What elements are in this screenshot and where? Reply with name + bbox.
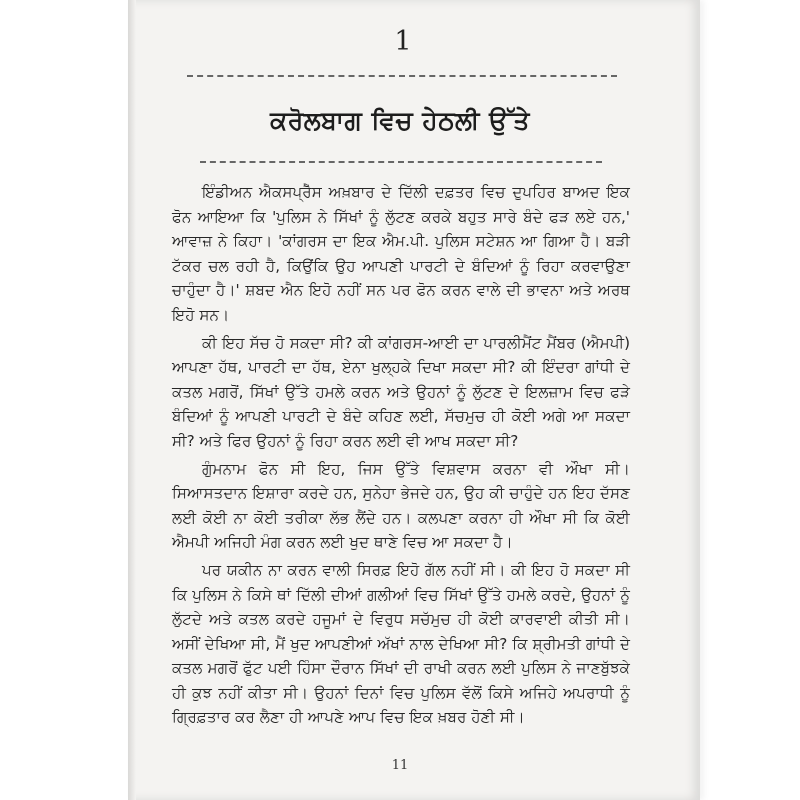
page-number: 11 [391, 758, 409, 773]
paragraph-2: ਕੀ ਇਹ ਸੱਚ ਹੋ ਸਕਦਾ ਸੀ? ਕੀ ਕਾਂਗਰਸ-ਆਈ ਦਾ ਪਾਰਲੀਮੈਂਟ ਮੈਂਬਰ (ਐਮਪੀ) ਆਪਣਾ ਹੱਥ, ਪਾਰਟੀ ਦਾ ਹੱਥ, ਏਨਾ ਖੁਲ੍ਹਕੇ ਦਿਖਾ ਸਕਦਾ ਸੀ? ਕੀ ਇੰਦਰਾ ਗਾਂਧੀ ਦੇ ਕਤਲ ਮਗਰੋਂ, ਸਿੱਖਾਂ ਉੱਤੇ ਹਮਲੇ ਕਰਨ ਅਤੇ ਉਹਨਾਂ ਨੂੰ ਲੁੱਟਣ ਦੇ ਇਲਜ਼ਾਮ ਵਿਚ ਫੜੇ ਬੰਦਿਆਂ ਨੂੰ ਆਪਣੀ ਪਾਰਟੀ ਦੇ ਬੰਦੇ ਕਹਿਣ ਲਈ, ਸੱਚਮੁਚ ਹੀ ਕੋਈ ਅਗੇ ਆ ਸਕਦਾ ਸੀ? ਅਤੇ ਫਿਰ ਉਹਨਾਂ ਨੂੰ ਰਿਹਾ ਕਰਨ ਲਈ ਵੀ ਆਖ ਸਕਦਾ ਸੀ? [172, 333, 630, 450]
top-dashed-rule [187, 75, 617, 77]
chapter-title: ਕਰੋਲਬਾਗ ਵਿਚ ਹੇਠਲੀ ਉੱਤੇ [270, 106, 530, 135]
paragraph-3: ਗੁੰਮਨਾਮ ਫੋਨ ਸੀ ਇਹ, ਜਿਸ ਉੱਤੇ ਵਿਸ਼ਵਾਸ ਕਰਨਾ ਵੀ ਔਖਾ ਸੀ। ਸਿਆਸਤਦਾਨ ਇਸ਼ਾਰਾ ਕਰਦੇ ਹਨ, ਸੁਨੇਹਾ ਭੇਜਦੇ ਹਨ, ਉਹ ਕੀ ਚਾਹੁੰਦੇ ਹਨ ਇਹ ਦੱਸਣ ਲਈ ਕੋਈ ਨਾ ਕੋਈ ਤਰੀਕਾ ਲੱਭ ਲੈਂਦੇ ਹਨ। ਕਲਪਣਾ ਕਰਨਾ ਹੀ ਔਖਾ ਸੀ ਕਿ ਕੋਈ ਐਮਪੀ ਅਜਿਹੀ ਮੰਗ ਕਰਨ ਲਈ ਖੁਦ ਥਾਣੇ ਵਿਚ ਆ ਸਕਦਾ ਹੈ। [172, 459, 630, 552]
bottom-dashed-rule [200, 161, 602, 163]
page-gutter-shadow [128, 0, 136, 800]
chapter-number: 1 [394, 26, 412, 57]
paragraph-1: ਇੰਡੀਅਨ ਐਕਸਪ੍ਰੈੱਸ ਅਖ਼ਬਾਰ ਦੇ ਦਿੱਲੀ ਦਫ਼ਤਰ ਵਿਚ ਦੁਪਹਿਰ ਬਾਅਦ ਇਕ ਫੋਨ ਆਇਆ ਕਿ 'ਪੁਲਿਸ ਨੇ ਸਿੱਖਾਂ ਨੂੰ ਲੁੱਟਣ ਕਰਕੇ ਬਹੁਤ ਸਾਰੇ ਬੰਦੇ ਫੜ ਲਏ ਹਨ,' ਆਵਾਜ਼ ਨੇ ਕਿਹਾ। 'ਕਾਂਗਰਸ ਦਾ ਇਕ ਐਮ.ਪੀ. ਪੁਲਿਸ ਸਟੇਸ਼ਨ ਆ ਗਿਆ ਹੈ। ਬੜੀ ਟੱਕਰ ਚਲ ਰਹੀ ਹੈ, ਕਿਉਂਕਿ ਉਹ ਆਪਣੀ ਪਾਰਟੀ ਦੇ ਬੰਦਿਆਂ ਨੂੰ ਰਿਹਾ ਕਰਵਾਉਣਾ ਚਾਹੁੰਦਾ ਹੈ।' ਸ਼ਬਦ ਐਨ ਇਹੋ ਨਹੀਂ ਸਨ ਪਰ ਫੋਨ ਕਰਨ ਵਾਲੇ ਦੀ ਭਾਵਨਾ ਅਤੇ ਅਰਥ ਇਹੋ ਸਨ। [172, 183, 631, 324]
paragraph-4: ਪਰ ਯਕੀਨ ਨਾ ਕਰਨ ਵਾਲੀ ਸਿਰਫ਼ ਇਹੋ ਗੱਲ ਨਹੀਂ ਸੀ। ਕੀ ਇਹ ਹੋ ਸਕਦਾ ਸੀ ਕਿ ਪੁਲਿਸ ਨੇ ਕਿਸੇ ਥਾਂ ਦਿੱਲੀ ਦੀਆਂ ਗਲੀਆਂ ਵਿਚ ਸਿੱਖਾਂ ਉੱਤੇ ਹਮਲੇ ਕਰਦੇ, ਉਹਨਾਂ ਨੂੰ ਲੁੱਟਦੇ ਅਤੇ ਕਤਲ ਕਰਦੇ ਹਜੂਮਾਂ ਦੇ ਵਿਰੁਧ ਸਚੱਮੁਚ ਹੀ ਕੋਈ ਕਾਰਵਾਈ ਕੀਤੀ ਸੀ। ਅਸੀਂ ਦੇਖਿਆ ਸੀ, ਮੈਂ ਖੁਦ ਆਪਣੀਆਂ ਅੱਖਾਂ ਨਾਲ ਦੇਖਿਆ ਸੀ? ਕਿ ਸ਼੍ਰੀਮਤੀ ਗਾਂਧੀ ਦੇ ਕਤਲ ਮਗਰੋਂ ਫੁੱਟ ਪਈ ਹਿੰਸਾ ਦੌਰਾਨ ਸਿੱਖਾਂ ਦੀ ਰਾਖੀ ਕਰਨ ਲਈ ਪੁਲਿਸ ਨੇ ਜਾਣਬੁੱਝਕੇ ਹੀ ਕੁਝ ਨਹੀਂ ਕੀਤਾ ਸੀ। ਉਹਨਾਂ ਦਿਨਾਂ ਵਿਚ ਪੁਲਿਸ ਵੱਲੋਂ ਕਿਸੇ ਅਜਿਹੇ ਅਪਰਾਧੀ ਨੂੰ ਗ੍ਰਿਫ਼ਤਾਰ ਕਰ ਲੈਣਾ ਹੀ ਆਪਣੇ ਆਪ ਵਿਚ ਇਕ ਖ਼ਬਰ ਹੋਣੀ ਸੀ। [172, 560, 630, 727]
body-text [172, 180, 630, 733]
